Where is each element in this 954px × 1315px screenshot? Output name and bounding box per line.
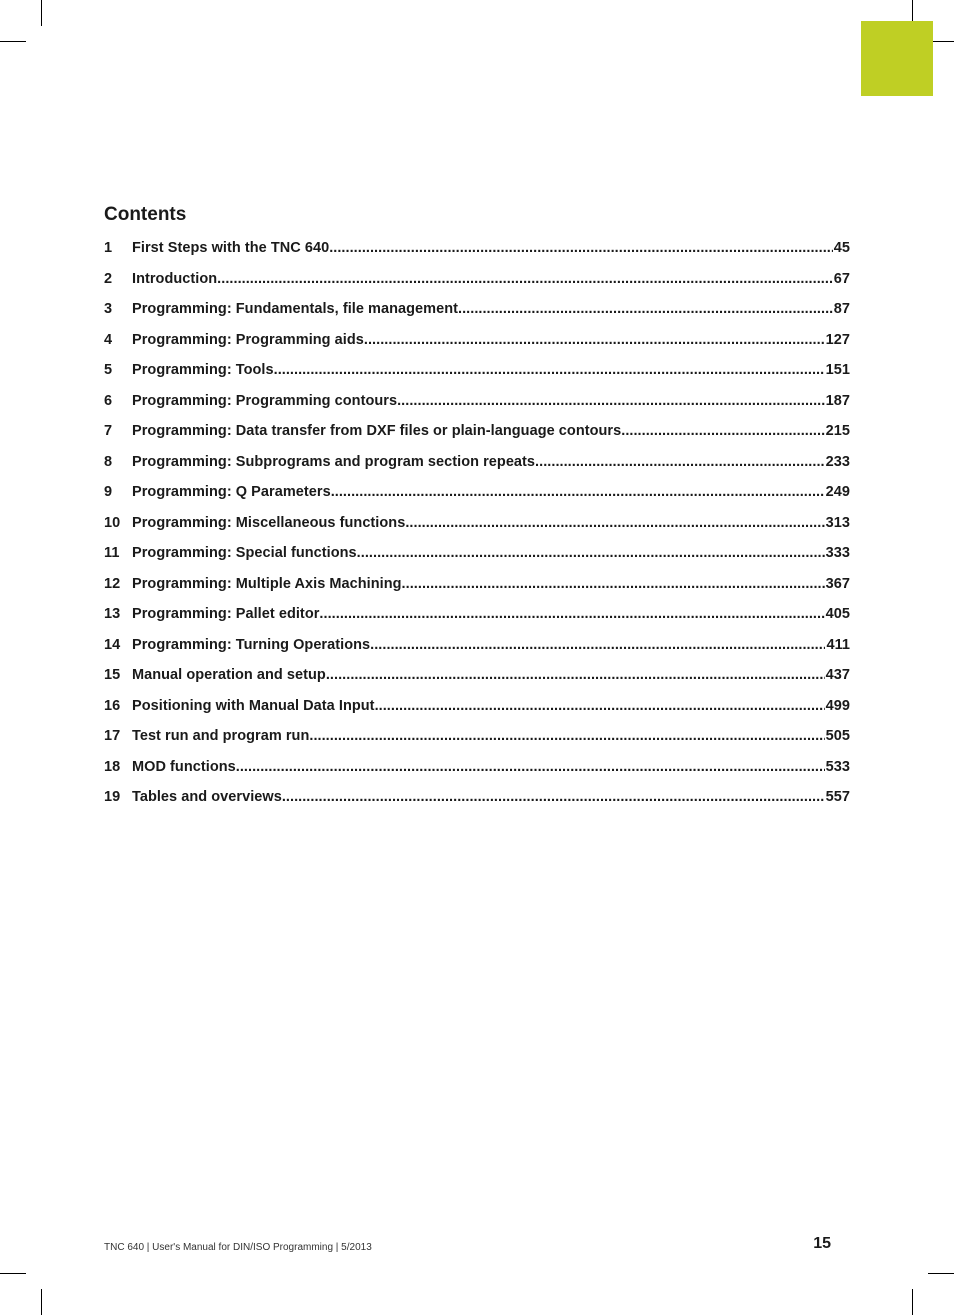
crop-mark	[928, 1273, 954, 1274]
dot-leader	[458, 301, 833, 317]
dot-leader	[309, 728, 824, 744]
table-of-contents	[104, 240, 850, 820]
dot-leader	[370, 637, 825, 653]
toc-entry-label[interactable]: Programming: Special functions	[132, 545, 357, 561]
toc-entry-number: 2	[104, 270, 113, 287]
toc-entry-label[interactable]: Test run and program run	[132, 728, 310, 744]
toc-entry-page[interactable]: 187	[825, 392, 850, 409]
dot-leader	[282, 789, 825, 805]
toc-entry-page[interactable]: 505	[825, 728, 850, 744]
crop-mark	[0, 1273, 26, 1274]
chapter-tab-marker	[861, 21, 933, 96]
toc-entry-label[interactable]: Programming: Tools	[132, 362, 274, 378]
toc-entry[interactable]	[104, 728, 850, 759]
toc-entry-number: 3	[104, 301, 113, 317]
toc-entry-number: 18	[104, 758, 121, 775]
toc-entry-page[interactable]: 87	[833, 301, 850, 317]
toc-entry[interactable]	[104, 667, 850, 698]
toc-entry-number: 5	[104, 362, 113, 378]
toc-entry-label[interactable]: Programming: Turning Operations	[132, 636, 371, 653]
toc-entry-number: 8	[104, 453, 113, 470]
toc-entry-number: 12	[104, 575, 121, 592]
toc-entry-page[interactable]: 533	[825, 758, 850, 775]
toc-entry-label[interactable]: Programming: Subprograms and program section repeats	[132, 453, 536, 470]
toc-entry[interactable]	[104, 271, 850, 302]
toc-entry-number: 16	[104, 697, 121, 714]
dot-leader	[535, 454, 825, 470]
toc-entry[interactable]	[104, 759, 850, 790]
footer-text: TNC 640 | User's Manual for DIN/ISO Programming | 5/2013	[104, 1242, 372, 1253]
dot-leader	[402, 576, 825, 592]
toc-entry-label[interactable]: MOD functions	[132, 758, 236, 775]
footer-page-number: 15	[813, 1235, 831, 1252]
toc-entry-page[interactable]: 127	[825, 331, 850, 348]
dot-leader	[331, 484, 825, 500]
toc-entry-label[interactable]: Tables and overviews	[132, 789, 282, 805]
toc-entry-page[interactable]: 367	[825, 575, 850, 592]
toc-entry[interactable]	[104, 362, 850, 393]
toc-entry-number: 14	[104, 636, 121, 653]
toc-entry-number: 19	[104, 789, 121, 805]
toc-entry[interactable]	[104, 637, 850, 668]
toc-entry[interactable]	[104, 515, 850, 546]
toc-entry[interactable]	[104, 576, 850, 607]
toc-entry-label[interactable]: Programming: Pallet editor	[132, 606, 320, 622]
crop-mark	[41, 1289, 42, 1315]
toc-entry-page[interactable]: 437	[825, 667, 850, 683]
toc-entry-number: 11	[104, 545, 120, 561]
dot-leader	[274, 362, 825, 378]
dot-leader	[621, 423, 824, 439]
toc-entry-page[interactable]: 411	[826, 636, 850, 653]
toc-entry-page[interactable]: 67	[833, 270, 850, 287]
toc-entry-page[interactable]: 405	[825, 606, 850, 622]
toc-entry-label[interactable]: Positioning with Manual Data Input	[132, 697, 375, 714]
dot-leader	[364, 332, 825, 348]
toc-entry-number: 1	[104, 240, 113, 256]
toc-entry[interactable]	[104, 698, 850, 729]
dot-leader	[397, 393, 825, 409]
dot-leader	[375, 698, 825, 714]
crop-mark	[0, 41, 26, 42]
toc-entry-number: 13	[104, 606, 121, 622]
toc-entry-number: 7	[104, 423, 113, 439]
toc-entry[interactable]	[104, 545, 850, 576]
toc-entry-number: 15	[104, 667, 121, 683]
toc-entry-page[interactable]: 313	[825, 514, 850, 531]
dot-leader	[236, 759, 825, 775]
toc-entry-page[interactable]: 151	[825, 362, 850, 378]
toc-entry-page[interactable]: 215	[825, 423, 850, 439]
toc-entry-label[interactable]: Programming: Programming contours	[132, 392, 398, 409]
toc-entry-number: 10	[104, 514, 121, 531]
toc-entry-page[interactable]: 249	[825, 484, 850, 500]
toc-entry-label[interactable]: Programming: Programming aids	[132, 331, 364, 348]
toc-entry[interactable]	[104, 332, 850, 363]
dot-leader	[319, 606, 824, 622]
toc-entry-number: 6	[104, 392, 113, 409]
toc-entry[interactable]	[104, 454, 850, 485]
toc-entry-label[interactable]: Programming: Q Parameters	[132, 484, 331, 500]
dot-leader	[405, 515, 824, 531]
toc-entry[interactable]	[104, 484, 850, 515]
crop-mark	[41, 0, 42, 26]
toc-entry-page[interactable]: 45	[833, 240, 850, 256]
toc-entry-number: 4	[104, 331, 113, 348]
dot-leader	[329, 240, 833, 256]
toc-entry-page[interactable]: 557	[825, 789, 850, 805]
toc-entry-label[interactable]: Manual operation and setup	[132, 667, 326, 683]
toc-entry-number: 9	[104, 484, 113, 500]
toc-entry-label[interactable]: Introduction	[132, 270, 218, 287]
toc-entry-page[interactable]: 499	[825, 697, 850, 714]
toc-entry[interactable]	[104, 423, 850, 454]
toc-entry[interactable]	[104, 606, 850, 637]
toc-entry-label[interactable]: Programming: Miscellaneous functions	[132, 514, 406, 531]
toc-entry[interactable]	[104, 301, 850, 332]
toc-entry-number: 17	[104, 728, 121, 744]
toc-entry-label[interactable]: Programming: Multiple Axis Machining	[132, 575, 402, 592]
toc-entry[interactable]	[104, 240, 850, 271]
toc-entry-page[interactable]: 233	[825, 453, 850, 470]
toc-entry-label[interactable]: Programming: Data transfer from DXF files or plain-language contours	[132, 423, 622, 439]
dot-leader	[217, 271, 833, 287]
toc-entry[interactable]	[104, 393, 850, 424]
toc-entry[interactable]	[104, 789, 850, 820]
dot-leader	[357, 545, 825, 561]
toc-entry-label[interactable]: Programming: Fundamentals, file management	[132, 301, 458, 317]
contents-title: Contents	[104, 204, 187, 225]
toc-entry-label[interactable]: First Steps with the TNC 640	[132, 240, 330, 256]
dot-leader	[326, 667, 825, 683]
toc-entry-page[interactable]: 333	[825, 545, 850, 561]
crop-mark	[912, 1289, 913, 1315]
